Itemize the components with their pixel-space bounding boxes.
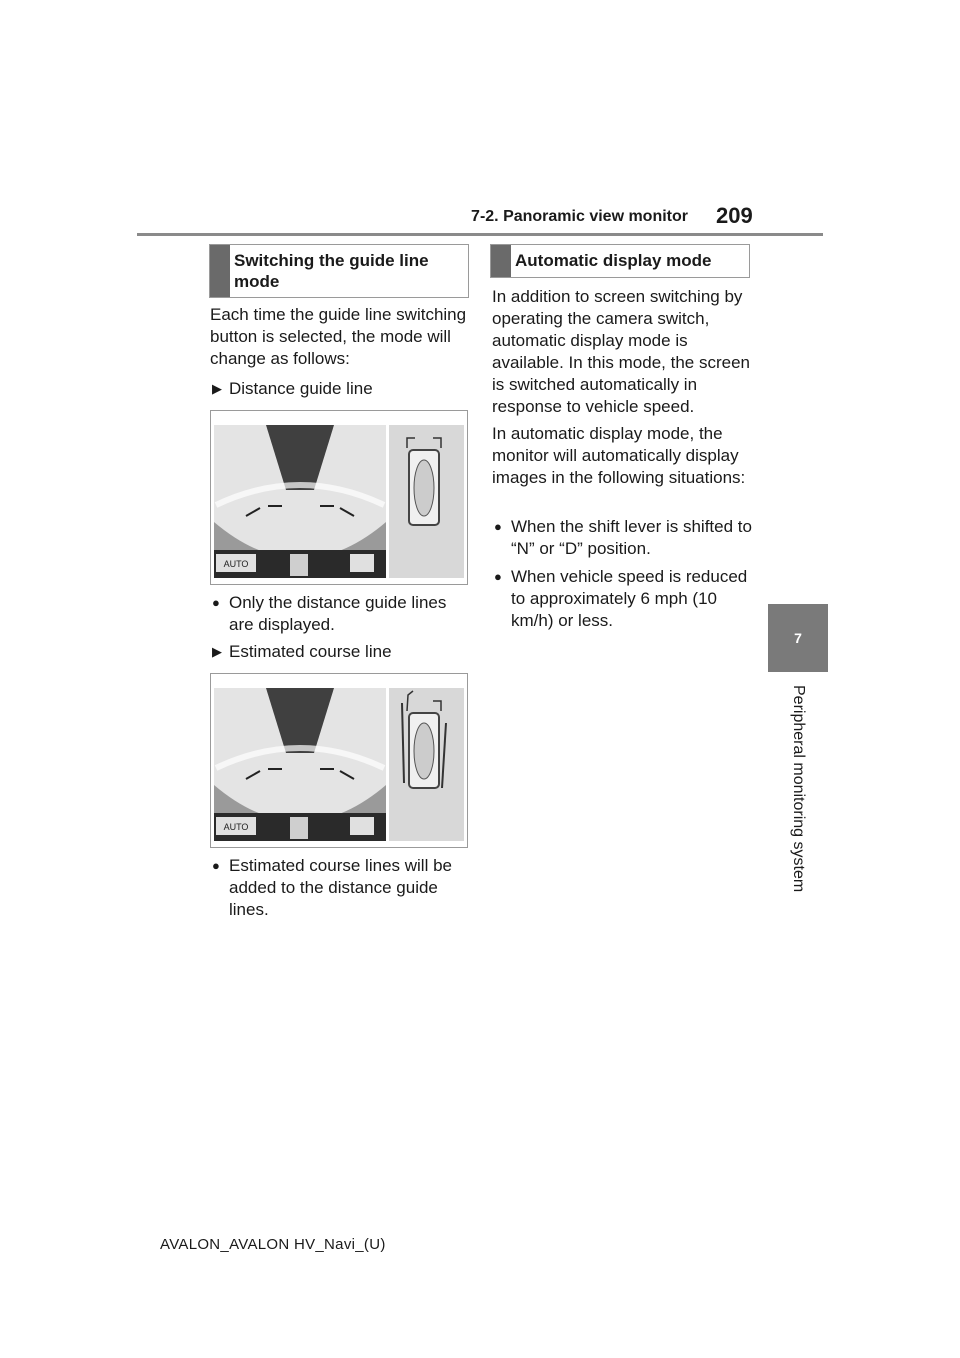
auto-mode-para2: In automatic display mode, the monitor will automatically display images in the following situations: — [492, 424, 746, 487]
item-label: Estimated course line — [229, 642, 392, 661]
header-rule — [137, 233, 823, 236]
guide-line-intro: Each time the guide line switching button is selected, the mode will change as follows: — [210, 305, 467, 368]
auto-button-label: AUTO — [223, 559, 249, 569]
filled-circle-icon: ● — [494, 569, 502, 584]
filled-circle-icon: ● — [494, 519, 502, 534]
section-heading-guide-line-mode — [209, 244, 469, 298]
auto-button-label: AUTO — [223, 822, 249, 832]
section-header-title: 7-2. Panoramic view monitor — [471, 208, 688, 225]
auto-mode-para1: In addition to screen switching by operating the camera switch, automatic display mode is available. In this mode, the screen is switched automatically in response to vehicle speed. — [492, 287, 750, 416]
heading-bar — [210, 245, 230, 297]
item-label: Distance guide line — [229, 379, 373, 398]
triangle-right-icon: ▶ — [212, 381, 222, 396]
page-number: 209 — [716, 203, 753, 228]
section-heading-automatic-display-mode — [490, 244, 750, 278]
figure-distance-guide-line — [210, 410, 468, 585]
bullet-text: Only the distance guide lines are displayed. — [229, 593, 447, 634]
filled-circle-icon: ● — [212, 595, 220, 610]
chapter-number: 7 — [794, 630, 802, 646]
filled-circle-icon: ● — [212, 858, 220, 873]
heading-text: Automatic display mode — [515, 251, 712, 270]
heading-bar — [491, 245, 511, 277]
triangle-right-icon: ▶ — [212, 644, 222, 659]
heading-text: Switching the guide line mode — [234, 251, 429, 291]
bullet-text: Estimated course lines will be added to the distance guide lines. — [229, 856, 452, 919]
chapter-title: Peripheral monitoring system — [790, 685, 807, 893]
chapter-tab — [768, 604, 828, 672]
bullet-text: When vehicle speed is reduced to approximately 6 mph (10 km/h) or less. — [511, 567, 748, 630]
bullet-text: When the shift lever is shifted to “N” or “D” position. — [511, 517, 752, 558]
figure-estimated-course-line — [210, 673, 468, 848]
footer-model: AVALON_AVALON HV_Navi_(U) — [160, 1236, 386, 1253]
